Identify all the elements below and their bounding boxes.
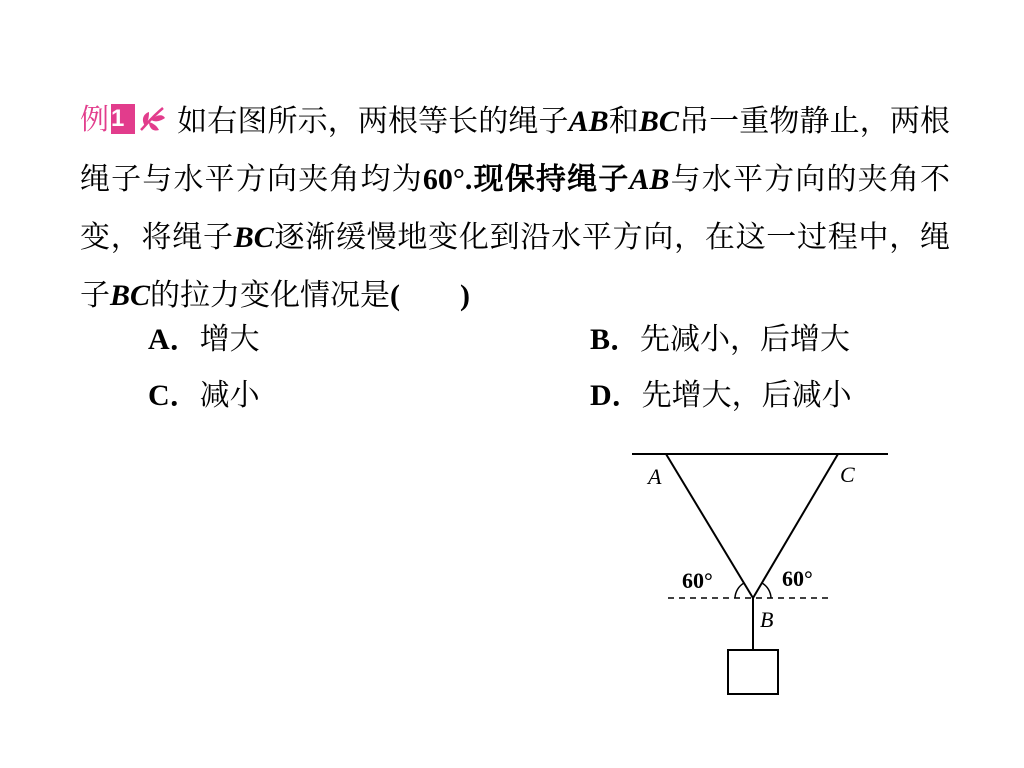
label-c: C — [840, 462, 855, 487]
rope-bc-label: BC — [110, 279, 151, 312]
angle-value: 60° — [422, 163, 465, 196]
angle-arc-right — [762, 583, 771, 598]
rope-diagram — [620, 440, 900, 700]
answer-blank: ( ) — [390, 279, 471, 312]
weight-box — [728, 650, 778, 694]
question-segment: 逐渐缓慢地变化到沿水平方向，在这一过程中，绳子 — [80, 220, 951, 313]
example-number: 1 — [111, 104, 135, 134]
label-b: B — [760, 607, 774, 632]
angle-arc-left — [735, 583, 744, 598]
option-letter: B． — [590, 323, 641, 356]
option-text: 减小 — [199, 378, 260, 413]
question-segment: 吊一重物静止，两根绳子与水平方向夹角均为 — [80, 104, 951, 197]
option-c — [148, 376, 260, 416]
question-segment: 如右图所示，两根等长的绳子 — [177, 104, 569, 139]
question-segment: 和 — [608, 104, 639, 139]
question-segment: 的拉力变化情况是 — [150, 278, 391, 313]
question-segment: .现保持绳子 — [464, 163, 630, 196]
example-label: 例 — [80, 102, 110, 136]
label-a: A — [648, 464, 662, 489]
rope-bc-label: BC — [638, 105, 679, 138]
rope-ab-label: AB — [568, 105, 609, 138]
angle-label-left: 60° — [682, 568, 713, 593]
option-b — [590, 320, 850, 360]
option-a — [148, 320, 260, 360]
rope-ab-label: AB — [629, 163, 670, 196]
question-segment: 与水平方向的夹角不变，将绳子 — [80, 162, 950, 255]
leaf-icon — [137, 104, 167, 134]
option-text: 先减小，后增大 — [640, 322, 851, 357]
rope-bc-label: BC — [233, 221, 274, 254]
option-letter: D． — [590, 379, 642, 412]
angle-label-right: 60° — [782, 566, 813, 591]
option-letter: C． — [148, 379, 200, 412]
option-text: 增大 — [199, 322, 260, 357]
option-d — [590, 376, 852, 416]
question-text — [80, 93, 950, 325]
option-text: 先增大，后减小 — [641, 378, 852, 413]
option-letter: A． — [148, 323, 200, 356]
example-badge — [80, 101, 167, 137]
